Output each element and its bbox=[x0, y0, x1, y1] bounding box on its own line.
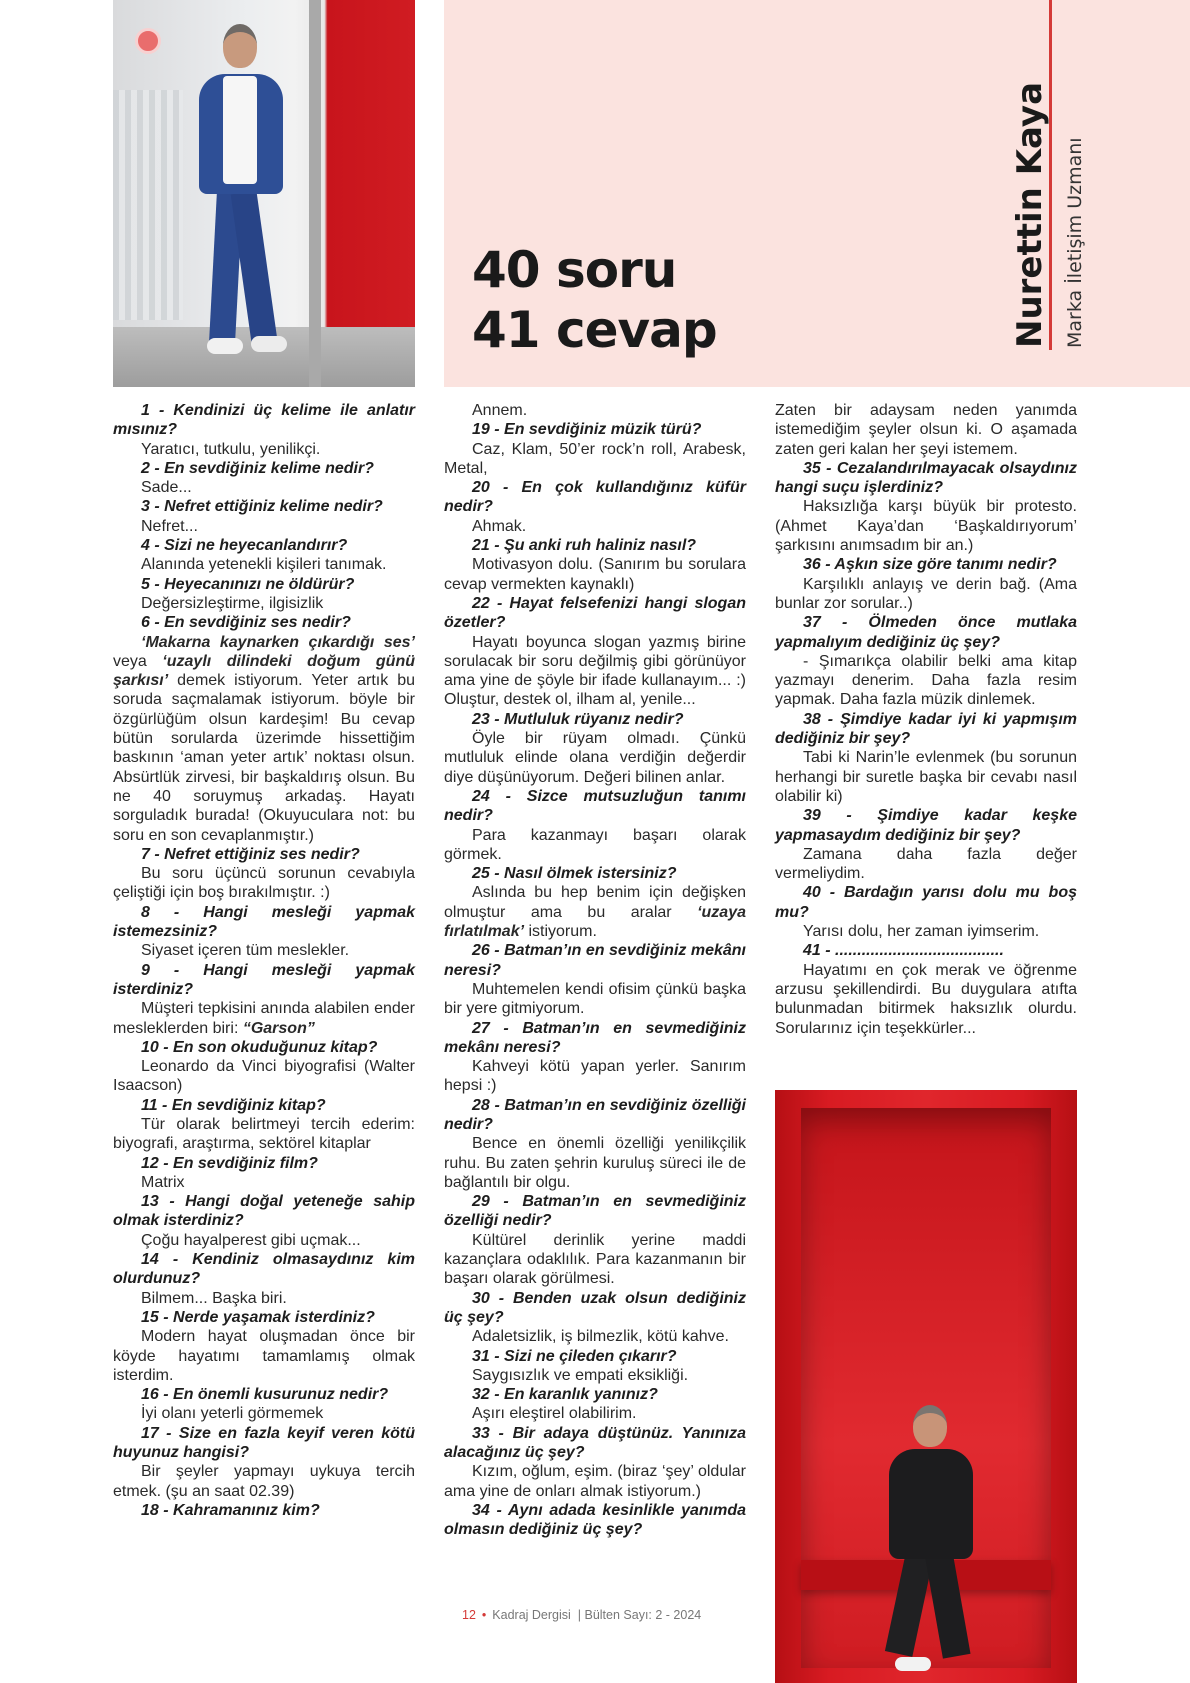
answer: Yaratıcı, tutkulu, yenilikçi. bbox=[141, 440, 321, 458]
answer-segment: demek istiyorum. Yeter artık bu soruda saçmalamak istiyorum. böyle bir özgürlüğüm olsun kardeşim! Bu cevap bütün sorularda üzerimde hissettiğim baskının ‘aman yeter artık’ noktası olsun. Absürtlük zirvesi, bir başkaldırış olsun. Bu ne 40 soruymuş arkadaş. Hayatı sorguladık burada! (Okuyuculara not: bu soru en son cevaplanmıştır.) bbox=[113, 672, 415, 844]
answer: Ahmak. bbox=[472, 517, 527, 535]
question: 33 - Bir adaya düştünüz. Yanınıza alacağınız üç şey? bbox=[444, 1424, 746, 1462]
answer-segment: “Garson” bbox=[242, 1019, 315, 1037]
answer: Siyaset içeren tüm meslekler. bbox=[141, 942, 350, 960]
man-in-black-sweater bbox=[875, 1405, 985, 1675]
answer: Yarısı dolu, her zaman iyimserim. bbox=[803, 923, 1040, 941]
question: 25 - Nasıl ölmek istersiniz? bbox=[472, 865, 677, 883]
question: 16 - En önemli kusurunuz nedir? bbox=[141, 1386, 389, 1404]
answer: Kızım, oğlum, eşim. (biraz ‘şey’ oldular ama yine de onları almak istiyorum.) bbox=[444, 1463, 746, 1500]
question: 28 - Batman’ın en sevdiğiniz özelliği nedir? bbox=[444, 1096, 746, 1133]
question: 7 - Nefret ettiğiniz ses nedir? bbox=[141, 845, 360, 863]
answer: Tür olarak belirtmeyi tercih ederim: biyografi, araştırma, sektörel kitaplar bbox=[113, 1115, 415, 1153]
page-number: 12 bbox=[462, 1608, 476, 1622]
answer-segment: ‘uzaya fırlatılmak’ bbox=[444, 903, 746, 941]
question: 32 - En karanlık yanınız? bbox=[472, 1386, 658, 1404]
question: 34 - Aynı adada kesinlikle yanımda olmasın dediğiniz üç şey? bbox=[444, 1501, 746, 1539]
question: 38 - Şimdiye kadar iyi ki yapmışım dediğiniz bir şey? bbox=[775, 710, 1077, 748]
question: 19 - En sevdiğiniz müzik türü? bbox=[472, 421, 702, 439]
answer: Öyle bir rüyam olmadı. Çünkü mutluluk elinde olana verdiğin değerdir diye düşünüyorum. Değeri bilinen anlar. bbox=[444, 730, 746, 786]
question: 4 - Sizi ne heyecanlandırır? bbox=[141, 537, 348, 555]
author-name: Nurettin Kaya bbox=[1010, 81, 1050, 348]
answer: Motivasyon dolu. (Sanırım bu sorulara cevap vermekten kaynaklı) bbox=[444, 556, 746, 593]
answer-segment: ‘uzaylı dilindeki doğum günü şarkısı’ bbox=[113, 652, 415, 690]
answer: Leonardo da Vinci biyografisi (Walter Isaacson) bbox=[113, 1058, 415, 1095]
question: 40 - Bardağın yarısı dolu mu boş mu? bbox=[775, 884, 1077, 921]
answer: Bilmem... Başka biri. bbox=[141, 1289, 287, 1307]
answer: Hayatımı en çok merak ve öğrenme arzusu şekillendirdi. Bu duygulara atıfta bulunmadan bitirmek haksızlık olurdu. Sorularınız için teşekkürler... bbox=[775, 961, 1077, 1037]
column-1 bbox=[113, 401, 415, 1520]
answer: Annem. bbox=[472, 402, 528, 419]
answer: - Şımarıkça olabilir belki ama kitap yazmayı denerim. Daha fazla resim yapmak. Daha fazla müzik dinlemek. bbox=[775, 652, 1077, 709]
answer: Sade... bbox=[141, 479, 192, 497]
answer: Modern hayat oluşmadan önce bir köyde hayatımı tamamlamış olmak isterdim. bbox=[113, 1328, 415, 1384]
question: 9 - Hangi mesleği yapmak isterdiniz? bbox=[113, 961, 415, 998]
answer: Tabi ki Narin’le evlenmek (bu sorunun herhangi bir suretle başka bir cevabı nasıl olabilir ki) bbox=[775, 749, 1077, 805]
answer: Alanında yetenekli kişileri tanımak. bbox=[141, 556, 387, 574]
question: 13 - Hangi doğal yeteneğe sahip olmak isterdiniz? bbox=[113, 1193, 415, 1230]
answer: Bu soru üçüncü sorunun cevabıyla çeliştiği için boş bırakılmıştır. :) bbox=[113, 865, 415, 902]
question: 8 - Hangi mesleği yapmak istemezsiniz? bbox=[113, 903, 415, 941]
answer: Kahveyi kötü yapan yerler. Sanırım hepsi :) bbox=[444, 1058, 746, 1095]
question: 3 - Nefret ettiğiniz kelime nedir? bbox=[141, 498, 383, 516]
question: 6 - En sevdiğiniz ses nedir? bbox=[141, 614, 351, 632]
answer-segment: Aslında bu hep benim için değişken olmuştur ama bu aralar bbox=[444, 884, 746, 921]
answer: Kültürel derinlik yerine maddi kazançlara odaklılık. Para kazanmanın bir başarı olarak görülmesi. bbox=[444, 1231, 746, 1288]
answer-segment: Müşteri tepkisini anında alabilen ender mesleklerden biri: bbox=[113, 1000, 415, 1037]
column-3 bbox=[775, 401, 1077, 1038]
question: 12 - En sevdiğiniz film? bbox=[141, 1154, 318, 1172]
answer-segment: istiyorum. bbox=[524, 923, 597, 941]
answer: Zaten bir adaysam neden yanımda istemediğim şeyler olsun ki. O aşamada zaten geri kalan her şeyi istemem. bbox=[775, 402, 1077, 458]
page-footer bbox=[462, 1605, 822, 1625]
ceiling-light bbox=[135, 28, 161, 54]
photo-bottom-seated-man bbox=[775, 1090, 1077, 1683]
question: 23 - Mutluluk rüyanız nedir? bbox=[472, 710, 684, 728]
answer: Çoğu hayalperest gibi uçmak... bbox=[141, 1231, 361, 1249]
headline-line-1: 40 soru bbox=[472, 241, 677, 299]
question: 17 - Size en fazla keyif veren kötü huyunuz hangisi? bbox=[113, 1424, 415, 1462]
answer: Karşılıklı anlayış ve derin bağ. (Ama bunlar zor sorular..) bbox=[775, 575, 1077, 612]
question: 14 - Kendiniz olmasaydınız kim olurdunuz? bbox=[113, 1251, 415, 1288]
question: 5 - Heyecanınızı ne öldürür? bbox=[141, 575, 355, 593]
issue-info: | Bülten Sayı: 2 - 2024 bbox=[577, 1608, 702, 1622]
answer: İyi olanı yeterli görmemek bbox=[141, 1405, 324, 1423]
man-in-blue-suit bbox=[185, 24, 295, 369]
question: 18 - Kahramanınız kim? bbox=[141, 1501, 320, 1519]
question: 41 - ...................................... bbox=[803, 942, 1004, 960]
question: 36 - Aşkın size göre tanımı nedir? bbox=[803, 556, 1057, 574]
answer: Hayatı boyunca slogan yazmış birine sorulacak bir soru değilmiş gibi görünüyor ama yine de şöyle bir ifade kullanayım... :) Oluştur, destek ol, ilham al, yenile... bbox=[444, 633, 746, 709]
answer bbox=[113, 999, 415, 1038]
answer-segment: veya bbox=[113, 652, 163, 670]
author-role: Marka İletişim Uzmanı bbox=[1064, 137, 1086, 348]
answer: Para kazanmayı başarı olarak görmek. bbox=[444, 826, 746, 863]
question: 24 - Sizce mutsuzluğun tanımı nedir? bbox=[444, 787, 746, 825]
question: 39 - Şimdiye kadar keşke yapmasaydım dediğiniz bir şey? bbox=[775, 807, 1077, 844]
answer bbox=[444, 883, 746, 941]
question: 29 - Batman’ın en sevmediğiniz özelliği nedir? bbox=[444, 1193, 746, 1230]
question: 30 - Benden uzak olsun dediğiniz üç şey? bbox=[444, 1289, 746, 1326]
answer: Adaletsizlik, iş bilmezlik, kötü kahve. bbox=[472, 1328, 729, 1346]
question: 31 - Sizi ne çileden çıkarır? bbox=[472, 1347, 677, 1365]
question: 20 - En çok kullandığınız küfür nedir? bbox=[444, 479, 746, 516]
answer: Saygısızlık ve empati eksikliği. bbox=[472, 1366, 689, 1384]
question: 2 - En sevdiğiniz kelime nedir? bbox=[141, 459, 374, 477]
answer-segment: ‘Makarna kaynarken çıkardığı ses’ bbox=[141, 633, 415, 651]
photo-top-standing-man bbox=[113, 0, 415, 387]
question: 10 - En son okuduğunuz kitap? bbox=[141, 1038, 378, 1056]
question: 22 - Hayat felsefenizi hangi slogan özetler? bbox=[444, 594, 746, 632]
column-2 bbox=[444, 401, 746, 1540]
answer: Bence en önemli özelliği yenilikçilik ruhu. Bu zaten şehrin kuruluş süreci ile de bağlantılı bir olgu. bbox=[444, 1135, 746, 1191]
question: 37 - Ölmeden önce mutlaka yapmalıyım dediğiniz üç şey? bbox=[775, 614, 1077, 651]
answer bbox=[113, 633, 415, 845]
question: 26 - Batman’ın en sevdiğiniz mekânı neresi? bbox=[444, 942, 746, 979]
answer: Değersizleştirme, ilgisizlik bbox=[141, 594, 324, 612]
question: 15 - Nerde yaşamak isterdiniz? bbox=[141, 1308, 375, 1326]
answer: Matrix bbox=[141, 1173, 185, 1191]
answer: Caz, Klam, 50’er rock’n roll, Arabesk, Metal, bbox=[444, 440, 746, 477]
question: 1 - Kendinizi üç kelime ile anlatır mısınız? bbox=[113, 402, 415, 439]
bullet-icon: • bbox=[481, 1608, 487, 1622]
answer: Aşırı eleştirel olabilirim. bbox=[472, 1405, 637, 1423]
answer: Zamana daha fazla değer vermeliydim. bbox=[775, 845, 1077, 883]
headline-line-2: 41 cevap bbox=[472, 301, 717, 359]
answer: Muhtemelen kendi ofisim çünkü başka bir yere gitmiyorum. bbox=[444, 980, 746, 1018]
question: 21 - Şu anki ruh haliniz nasıl? bbox=[472, 537, 697, 555]
question: 35 - Cezalandırılmayacak olsaydınız hangi suçu işlerdiniz? bbox=[775, 459, 1077, 497]
headline bbox=[472, 240, 832, 360]
answer: Haksızlığa karşı büyük bir protesto. (Ahmet Kaya’dan ‘Başkaldırıyorum’ şarkısını anımsadım bir an.) bbox=[775, 498, 1077, 555]
question: 27 - Batman’ın en sevmediğiniz mekânı neresi? bbox=[444, 1019, 746, 1056]
magazine-name: Kadraj Dergisi bbox=[492, 1608, 571, 1622]
question: 11 - En sevdiğiniz kitap? bbox=[141, 1096, 326, 1114]
answer: Bir şeyler yapmayı uykuya tercih etmek. (şu an saat 02.39) bbox=[113, 1463, 415, 1500]
answer: Nefret... bbox=[141, 517, 198, 535]
